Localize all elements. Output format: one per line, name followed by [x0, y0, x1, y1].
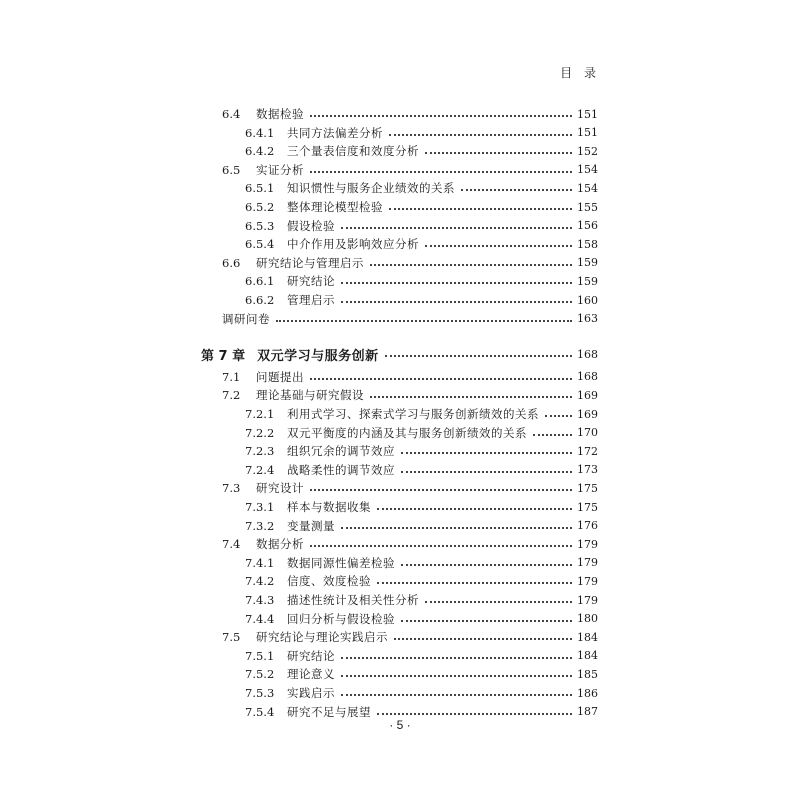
dot-leader: [310, 115, 572, 117]
toc-entry-title: 问题提出: [256, 369, 304, 384]
toc-entry-number: 7.3.1: [245, 500, 275, 514]
toc-entry[interactable]: [245, 124, 598, 142]
toc-entry-number: 6.6.1: [245, 274, 275, 289]
toc-entry[interactable]: [245, 272, 598, 290]
toc-entry[interactable]: [245, 591, 598, 609]
toc-entry-page: 175: [577, 500, 598, 514]
toc-entry-page: 160: [577, 293, 598, 307]
toc-entry-page: 154: [577, 181, 598, 195]
toc-entry[interactable]: [245, 461, 598, 479]
toc-entry[interactable]: [245, 665, 598, 683]
toc-entry-title: 研究结论与管理启示: [256, 255, 364, 270]
toc-entry-page: 154: [577, 163, 598, 177]
dot-leader: [341, 527, 572, 529]
dot-leader: [370, 264, 572, 266]
toc-entry-number: 7.2.2: [245, 425, 275, 440]
toc-entry-title: 管理启示: [287, 293, 335, 307]
toc-entry-page: 173: [577, 463, 598, 477]
dot-leader: [276, 320, 572, 322]
toc-entry-number: 7.1: [222, 369, 241, 384]
toc-entry-title: 样本与数据收集: [287, 500, 371, 514]
toc-entry-page: 170: [577, 426, 598, 440]
toc-entry-number: 7.4.4: [245, 611, 275, 626]
page-number: · 5 ·: [389, 718, 411, 732]
toc-entry-title: 描述性统计及相关性分析: [287, 593, 419, 607]
toc-entry-number: 7.5.3: [245, 686, 275, 700]
dot-leader: [401, 471, 572, 473]
dot-leader: [385, 355, 572, 357]
toc-entry-number: 7.5: [222, 630, 241, 645]
dot-leader: [341, 657, 572, 659]
toc-entry-page: 152: [577, 144, 598, 158]
toc-entry-page: 179: [577, 574, 598, 588]
toc-entry[interactable]: [245, 647, 598, 665]
toc-entry-page: 179: [577, 556, 598, 570]
toc-entry-number: 7.2.4: [245, 462, 275, 477]
toc-entry-number: 6.5.4: [245, 237, 275, 252]
toc-entry[interactable]: [245, 498, 598, 516]
toc-entry-number: 7.5.1: [245, 648, 275, 663]
dot-leader: [461, 189, 572, 191]
toc-entry-title: 假设检验: [287, 218, 335, 233]
dot-leader: [545, 415, 572, 417]
toc-entry-page: 180: [577, 612, 598, 626]
toc-entry-title: 理论意义: [287, 667, 335, 682]
toc-entry-number: 7.5.2: [245, 667, 275, 682]
toc-entry-title: 研究结论: [287, 648, 335, 663]
toc-entry-page: 186: [577, 686, 598, 700]
toc-entry-number: 7.2: [222, 388, 241, 403]
toc-entry-number: 6.4.1: [245, 125, 275, 140]
toc-entry-title: 信度、效度检验: [287, 574, 371, 589]
toc-entry[interactable]: [222, 479, 598, 497]
toc-entry-title: 三个量表信度和效度分析: [287, 144, 419, 159]
toc-entry[interactable]: [245, 235, 598, 253]
toc-entry[interactable]: [222, 386, 598, 404]
toc-entry-page: 151: [577, 107, 598, 121]
toc-entry-title: 中介作用及影响效应分析: [287, 237, 419, 252]
toc-entry-title: 调研问卷: [222, 311, 270, 326]
toc-entry-number: 6.5.2: [245, 200, 275, 214]
dot-leader: [425, 152, 572, 154]
toc-entry-number: 6.6: [222, 255, 241, 270]
toc-entry-title: 共同方法偏差分析: [287, 125, 383, 140]
dot-leader: [377, 713, 572, 715]
toc-entry-title: 组织冗余的调节效应: [287, 444, 395, 459]
toc-entry-number: 7.4.3: [245, 593, 275, 607]
dot-leader: [401, 620, 572, 622]
toc-entry-page: 155: [577, 200, 598, 214]
toc-entry-page: 184: [577, 649, 598, 663]
dot-leader: [341, 282, 572, 284]
toc-entry-number: 6.4: [222, 107, 241, 121]
toc-entry[interactable]: [222, 310, 598, 328]
toc-entry-number: 7.3.2: [245, 518, 275, 533]
toc-entry-title: 战略柔性的调节效应: [287, 462, 395, 477]
toc-entry-title: 研究结论: [287, 274, 335, 289]
toc-entry[interactable]: [245, 572, 598, 590]
dot-leader: [310, 545, 572, 547]
toc-entry-number: 7.2.1: [245, 407, 275, 421]
dot-leader: [377, 582, 572, 584]
toc-entry-page: 184: [577, 630, 598, 644]
dot-leader: [341, 694, 572, 696]
dot-leader: [341, 675, 572, 677]
dot-leader: [401, 564, 572, 566]
toc-entry-page: 169: [577, 388, 598, 402]
toc-entry-page: 159: [577, 274, 598, 288]
toc-entry-page: 156: [577, 219, 598, 233]
toc-entry-number: 7.5.4: [245, 704, 275, 719]
toc-entry-number: 6.5.3: [245, 218, 275, 233]
toc-entry-page: 176: [577, 519, 598, 533]
toc-entry[interactable]: [222, 105, 598, 123]
toc-entry-number: 6.4.2: [245, 144, 275, 159]
toc-entry-title: 利用式学习、探索式学习与服务创新绩效的关系: [287, 407, 539, 421]
toc-entry-number: 6.6.2: [245, 293, 275, 307]
toc-entry-page: 175: [577, 481, 598, 495]
toc-entry[interactable]: [222, 628, 598, 646]
dot-leader: [310, 171, 572, 173]
toc-entry-title: 双元平衡度的内涵及其与服务创新绩效的关系: [287, 425, 527, 440]
toc-entry-page: 169: [577, 407, 598, 421]
toc-entry-title: 整体理论模型检验: [287, 200, 383, 214]
toc-entry-title: 数据检验: [256, 107, 304, 121]
toc-entry-title: 数据同源性偏差检验: [287, 555, 395, 570]
toc-entry-page: 151: [577, 126, 598, 140]
dot-leader: [341, 227, 572, 229]
dot-leader: [533, 434, 572, 436]
toc-entry-number: 第 7 章: [201, 348, 246, 364]
running-header: 目 录: [560, 66, 600, 80]
dot-leader: [394, 638, 572, 640]
toc-entry-page: 187: [577, 705, 598, 719]
toc-entry-title: 研究结论与理论实践启示: [256, 630, 388, 645]
dot-leader: [401, 452, 572, 454]
toc-entry[interactable]: [222, 368, 598, 386]
dot-leader: [425, 245, 572, 247]
toc-entry-title: 实证分析: [256, 162, 304, 177]
toc-entry-title: 回归分析与假设检验: [287, 611, 395, 626]
dot-leader: [377, 508, 572, 510]
toc-entry-title: 理论基础与研究假设: [256, 388, 364, 403]
toc-entry[interactable]: [245, 424, 598, 442]
toc-entry-page: 158: [577, 237, 598, 251]
toc-chapter-entry[interactable]: [201, 345, 598, 363]
toc-entry[interactable]: [245, 179, 598, 197]
toc-entry[interactable]: [245, 442, 598, 460]
toc-entry[interactable]: [222, 535, 598, 553]
toc-entry[interactable]: [245, 217, 598, 235]
toc-entry-number: 7.4.1: [245, 555, 275, 570]
toc-entry-number: 7.4: [222, 537, 241, 552]
toc-entry-title: 实践启示: [287, 686, 335, 700]
dot-leader: [341, 301, 572, 303]
toc-entry[interactable]: [245, 610, 598, 628]
toc-entry[interactable]: [245, 291, 598, 309]
dot-leader: [310, 378, 572, 380]
dot-leader: [370, 396, 572, 398]
toc-entry-number: 7.4.2: [245, 574, 275, 589]
toc-entry-page: 163: [577, 312, 598, 326]
toc-entry[interactable]: [245, 142, 598, 160]
toc-entry-title: 研究设计: [256, 481, 304, 496]
dot-leader: [425, 601, 572, 603]
toc-entry-page: 179: [577, 593, 598, 607]
toc-entry-number: 6.5.1: [245, 181, 275, 196]
dot-leader: [310, 489, 572, 491]
toc-entry-page: 179: [577, 537, 598, 551]
toc-entry-title: 研究不足与展望: [287, 704, 371, 719]
toc-entry[interactable]: [245, 517, 598, 535]
toc-entry-page: 185: [577, 667, 598, 681]
toc-entry-page: 172: [577, 444, 598, 458]
toc-entry-title: 双元学习与服务创新: [257, 348, 379, 364]
toc-entry-number: 6.5: [222, 162, 241, 177]
toc-entry[interactable]: [245, 198, 598, 216]
toc-entry-title: 知识惯性与服务企业绩效的关系: [287, 181, 455, 196]
toc-entry[interactable]: [222, 161, 598, 179]
toc-entry-number: 7.2.3: [245, 444, 275, 459]
dot-leader: [389, 208, 572, 210]
toc-entry[interactable]: [245, 554, 598, 572]
dot-leader: [389, 134, 572, 136]
toc-entry-title: 数据分析: [256, 537, 304, 552]
toc-entry-page: 168: [577, 347, 598, 361]
toc-entry[interactable]: [222, 254, 598, 272]
toc-entry-title: 变量测量: [287, 518, 335, 533]
toc-entry-page: 159: [577, 256, 598, 270]
toc-entry[interactable]: [245, 405, 598, 423]
toc-entry-number: 7.3: [222, 481, 241, 496]
toc-entry[interactable]: [245, 684, 598, 702]
toc-entry-page: 168: [577, 370, 598, 384]
